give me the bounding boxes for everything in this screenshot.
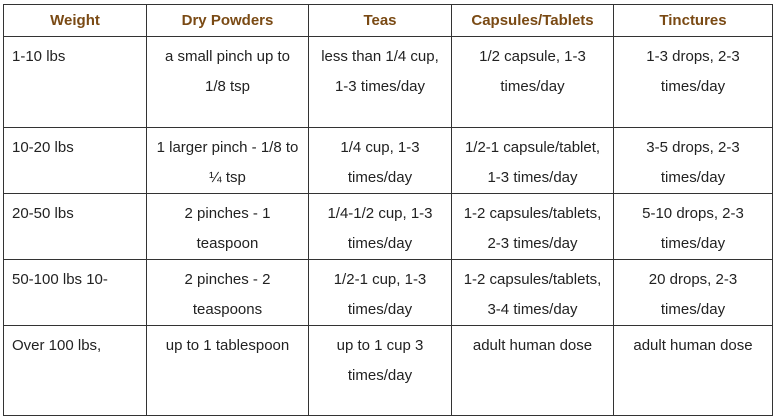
weight-cell: 10-20 lbs: [4, 128, 147, 194]
dosage-table: [3, 4, 773, 416]
capsules-cell: 1/2-1 capsule/tablet, 1-3 times/day: [452, 128, 614, 194]
dry-powders-cell: a small pinch up to 1/8 tsp: [147, 37, 309, 128]
tinctures-cell: 1-3 drops, 2-3 times/day: [614, 37, 773, 128]
teas-cell: 1/4 cup, 1-3 times/day: [309, 128, 452, 194]
capsules-cell: 1-2 capsules/tablets, 2-3 times/day: [452, 194, 614, 260]
teas-cell: less than 1/4 cup, 1-3 times/day: [309, 37, 452, 128]
header-weight: Weight: [4, 5, 147, 37]
header-teas: Teas: [309, 5, 452, 37]
dry-powders-cell: 2 pinches - 2 teaspoons: [147, 260, 309, 326]
weight-cell: Over 100 lbs,: [4, 326, 147, 416]
header-capsules-tablets: Capsules/Tablets: [452, 5, 614, 37]
tinctures-cell: adult human dose: [614, 326, 773, 416]
dry-powders-cell: 2 pinches - 1 teaspoon: [147, 194, 309, 260]
table-row: [4, 37, 773, 128]
table-row: [4, 326, 773, 416]
header-dry-powders: Dry Powders: [147, 5, 309, 37]
teas-cell: up to 1 cup 3 times/day: [309, 326, 452, 416]
table-row: [4, 194, 773, 260]
teas-cell: 1/2-1 cup, 1-3 times/day: [309, 260, 452, 326]
table-row: [4, 128, 773, 194]
capsules-cell: 1-2 capsules/tablets, 3-4 times/day: [452, 260, 614, 326]
dry-powders-cell: 1 larger pinch - 1/8 to ¼ tsp: [147, 128, 309, 194]
tinctures-cell: 5-10 drops, 2-3 times/day: [614, 194, 773, 260]
weight-cell: 50-100 lbs 10-: [4, 260, 147, 326]
tinctures-cell: 3-5 drops, 2-3 times/day: [614, 128, 773, 194]
header-row: [4, 5, 773, 37]
teas-cell: 1/4-1/2 cup, 1-3 times/day: [309, 194, 452, 260]
weight-cell: 1-10 lbs: [4, 37, 147, 128]
weight-cell: 20-50 lbs: [4, 194, 147, 260]
table-row: [4, 260, 773, 326]
header-tinctures: Tinctures: [614, 5, 773, 37]
capsules-cell: adult human dose: [452, 326, 614, 416]
tinctures-cell: 20 drops, 2-3 times/day: [614, 260, 773, 326]
dry-powders-cell: up to 1 tablespoon: [147, 326, 309, 416]
capsules-cell: 1/2 capsule, 1-3 times/day: [452, 37, 614, 128]
